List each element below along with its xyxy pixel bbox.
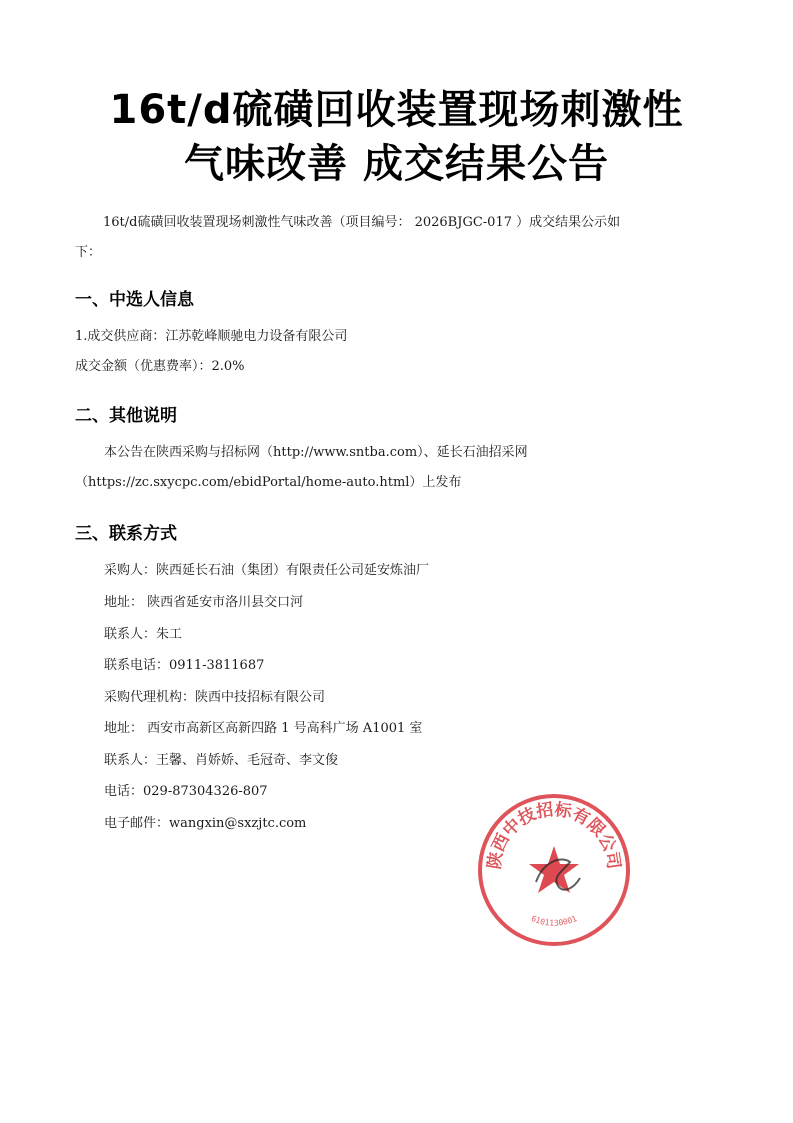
seal-number-text: 6101130001 <box>529 913 579 928</box>
buyer-contact: 联系人：朱工 <box>104 627 183 642</box>
winning-supplier: 1.成交供应商：江苏乾峰顺驰电力设备有限公司 <box>75 329 348 344</box>
buyer-address: 地址： 陕西省延安市洛川县交口河 <box>104 595 304 610</box>
intro-line-1: 16t/d硫磺回收装置现场刺激性气味改善（项目编号： 2026BJGC-017 ）成交结果公示如 <box>103 215 621 230</box>
title-line-1: 16t/d硫磺回收装置现场刺激性 <box>109 87 684 133</box>
section-heading-contact: 三、联系方式 <box>75 524 177 544</box>
agency-name: 采购代理机构：陕西中技招标有限公司 <box>104 690 326 705</box>
section-heading-other: 二、其他说明 <box>75 406 177 426</box>
title-line-2: 气味改善 成交结果公告 <box>184 141 609 187</box>
agency-contact: 联系人：王馨、肖娇娇、毛冠奇、李文俊 <box>104 753 339 768</box>
buyer-phone: 联系电话：0911-3811687 <box>104 658 265 673</box>
section-heading-winner: 一、中选人信息 <box>75 290 194 310</box>
company-seal-stamp <box>474 790 634 950</box>
agency-address: 地址： 西安市高新区高新四路 1 号高科广场 A1001 室 <box>104 721 423 736</box>
winning-amount: 成交金额（优惠费率）：2.0% <box>75 359 245 374</box>
agency-email: 电子邮件：wangxin@sxzjtc.com <box>104 816 307 831</box>
buyer-name: 采购人：陕西延长石油（集团）有限责任公司延安炼油厂 <box>104 563 430 578</box>
agency-phone: 电话：029-87304326-807 <box>104 784 268 799</box>
seal-star-icon <box>529 846 579 893</box>
intro-line-2: 下： <box>75 245 102 260</box>
seal-company-text: 陕西中技招标有限公司 <box>484 799 624 871</box>
publish-note-line-1: 本公告在陕西采购与招标网（http://www.sntba.com）、延长石油招采网 <box>104 445 528 460</box>
publish-note-line-2: （https://zc.sxycpc.com/ebidPortal/home-auto.html）上发布 <box>75 475 462 490</box>
